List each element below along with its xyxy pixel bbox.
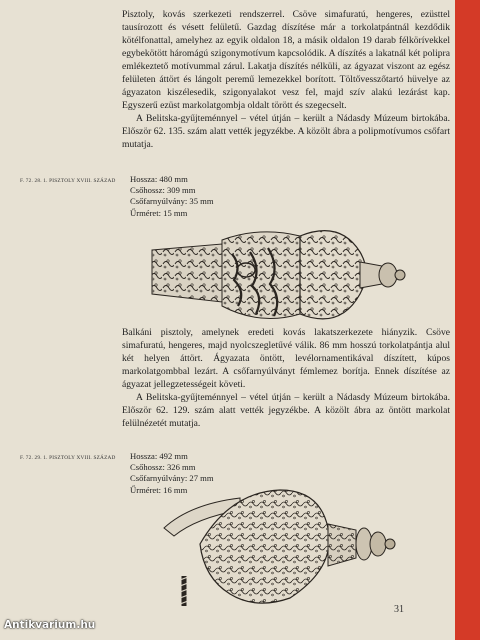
spec-breech-extension: Csőfarnyúlvány: 27 mm <box>130 473 214 484</box>
catalog-number-1: F. 72. 28. 1. PISZTOLY XVIII. SZÁZAD <box>20 178 116 184</box>
spec-length: Hossza: 480 mm <box>130 174 188 184</box>
entry-1-description <box>122 8 450 151</box>
paragraph-3: Balkáni pisztoly, amelynek eredeti kovás lakatszerkezete hiányzik. Csöve simafuratú, hengeres, majd nyolcszegletűvé válik. 86 mm hosszú torkolatpántja alul két helyen áttört. Ágyazata öntött, levélornamentikával díszített, kúpos markolatgombbal lezárt. A csőfarnyúlványt fémlemez borítja. Ennek díszítése az ágyazat jellegzetességeit követi. <box>122 327 450 390</box>
spec-barrel-length: Csőhossz: 309 mm <box>130 185 196 196</box>
paragraph-1: Pisztoly, kovás szerkezeti rendszerrel. Csöve simafuratú, hengeres, ezüsttel tausírozott és vésett felületű. Gazdag díszítése már a torkolatpántnál kezdődik kötélfonattal, amelyhez az egyik oldalon 18, a másik oldalon 19 darab félkörívekkel egybekötött háromágú szigonymotívum kapcsolódik. A díszítés a lakatnál két polipra emlékeztető motívummal zárul. Lakatja díszítés nélküli, az ágyazat viszont az egész felületen áttört és lángolt peremű lemezekkel borított. Töltővesszőtartó hüvelye az ágyazaton kiszélesedik, szigonyalakot vesz fel, majd szív alakú lezárást kap. Egyszerű ezüst markolatgombja oldalt törött és szegecselt. <box>122 9 450 111</box>
illustration-cast-grip <box>160 488 400 610</box>
watermark: Antikvarium.hu <box>4 619 96 631</box>
spec-breech-extension: Csőfarnyúlvány: 35 mm <box>130 196 214 207</box>
catalog-number-2: F. 72. 29. 1. PISZTOLY XVIII. SZÁZAD <box>20 455 116 461</box>
paragraph-4: A Belitska-gyűjteménnyel – vétel útján – került a Nádasdy Múzeum birtokába. Először 62. 129. szám alatt vették jegyzékbe. A közölt ábra az öntött markolat felülnézetét mutatja. <box>122 392 450 429</box>
page-number: 31 <box>394 604 404 615</box>
spec-barrel-length: Csőhossz: 326 mm <box>130 462 196 473</box>
entry-2-description <box>122 326 450 430</box>
red-edge-band <box>455 0 480 640</box>
spec-caliber: Űrméret: 16 mm <box>130 484 188 495</box>
spec-caliber: Űrméret: 15 mm <box>130 207 188 218</box>
illustration-breech-octopus <box>150 222 410 340</box>
specs-1 <box>130 174 214 219</box>
spec-length: Hossza: 492 mm <box>130 451 188 461</box>
paragraph-2: A Belitska-gyűjteménnyel – vétel útján – került a Nádasdy Múzeum birtokába. Először 62. 135. szám alatt vették jegyzékbe. A közölt ábra a polipmotívumos csőfart mutatja. <box>122 113 450 150</box>
